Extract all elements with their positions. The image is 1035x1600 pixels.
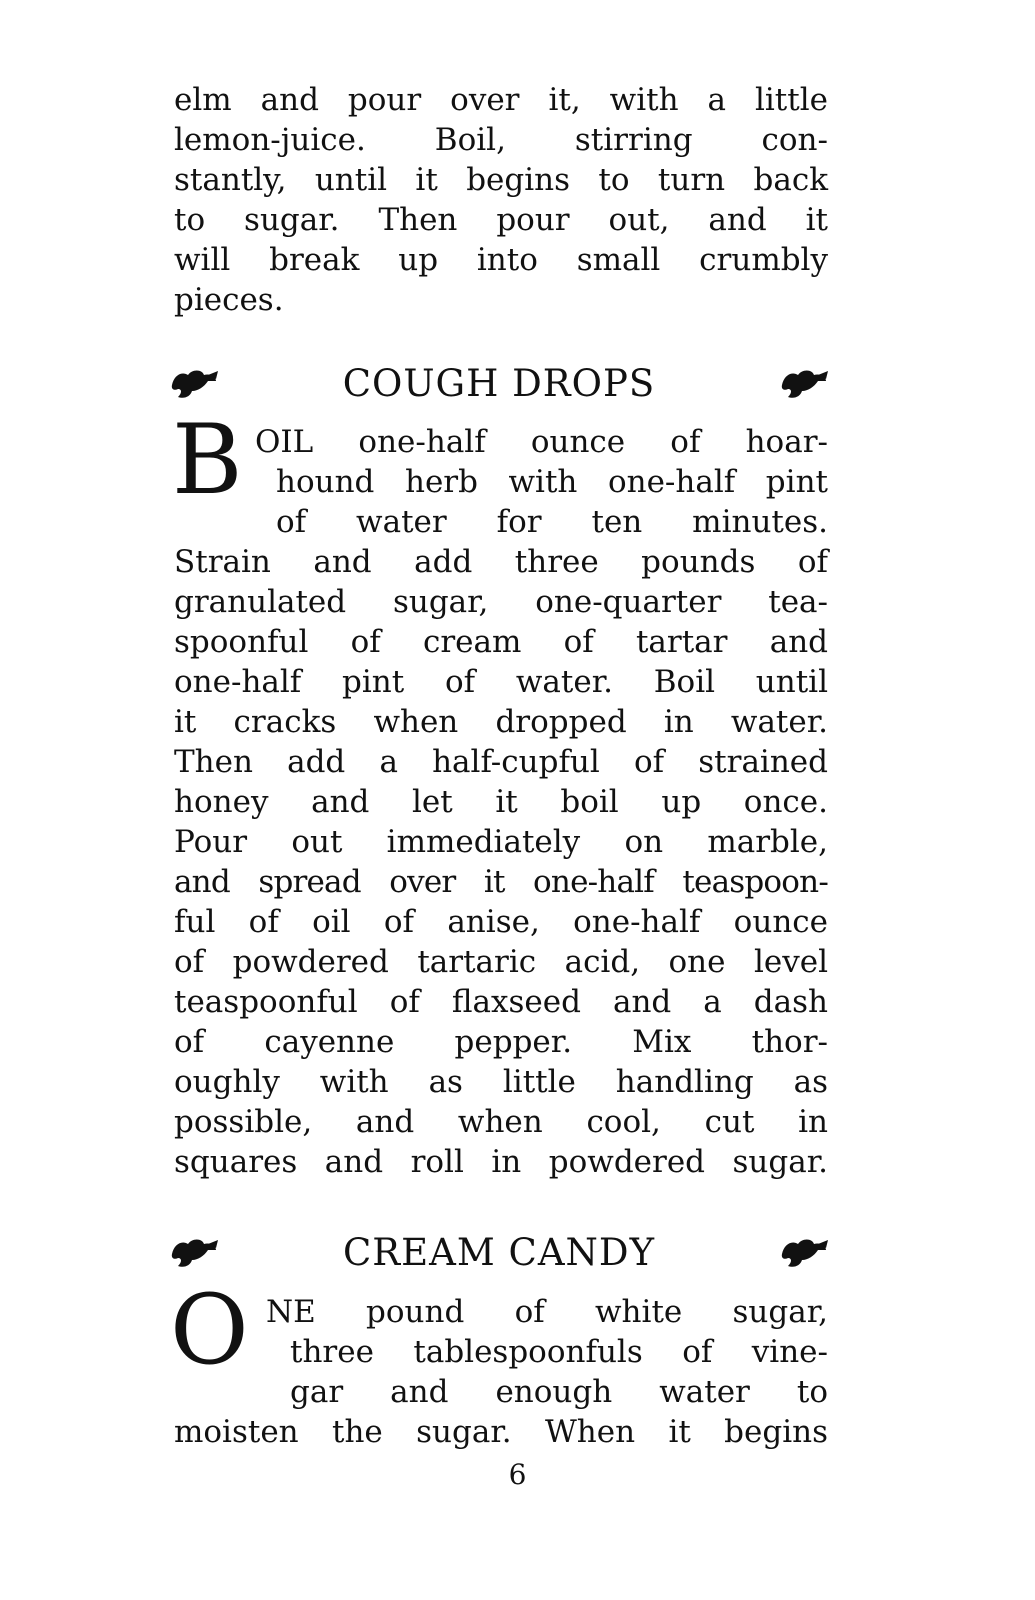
section-heading-cream-candy: [168, 1227, 830, 1277]
section-title: COUGH DROPS: [342, 361, 656, 405]
page-number: 6: [508, 1458, 527, 1491]
text-line: Strain and add three pounds of: [174, 544, 828, 580]
text-line: Pour out immediately on marble,: [174, 824, 828, 860]
fleuron-icon: [168, 1234, 220, 1270]
text-line: possible, and when cool, cut in: [174, 1104, 828, 1140]
text-line: will break up into small crumbly: [174, 242, 828, 278]
text-line: lemon-juice. Boil, stirring con-: [174, 122, 828, 158]
text-line: OIL one-half ounce of hoar-: [255, 424, 828, 460]
text-line: moisten the sugar. When it begins: [174, 1414, 828, 1450]
drop-cap: O: [170, 1274, 249, 1386]
text-line: ful of oil of anise, one-half ounce: [174, 904, 828, 940]
text-line: elm and pour over it, with a little: [174, 82, 828, 118]
text-line: stantly, until it begins to turn back: [174, 162, 828, 198]
text-line: hound herb with one-half pint: [276, 464, 828, 500]
drop-cap: B: [172, 404, 243, 516]
section-title: CREAM CANDY: [342, 1230, 656, 1274]
text-line: squares and roll in powdered sugar.: [174, 1144, 828, 1180]
text-line: of water for ten minutes.: [276, 504, 828, 540]
text-line: Then add a half-cupful of strained: [174, 744, 828, 780]
text-line: teaspoonful of flaxseed and a dash: [174, 984, 828, 1020]
text-line: spoonful of cream of tartar and: [174, 624, 828, 660]
text-line: honey and let it boil up once.: [174, 784, 828, 820]
text-line: of powdered tartaric acid, one level: [174, 944, 828, 980]
text-line: and spread over it one-half teaspoon-: [174, 864, 828, 900]
text-line: NE pound of white sugar,: [266, 1294, 828, 1330]
fleuron-icon: [778, 365, 830, 401]
section-heading-cough-drops: [168, 358, 830, 408]
text-line: it cracks when dropped in water.: [174, 704, 828, 740]
text-line: to sugar. Then pour out, and it: [174, 202, 828, 238]
fleuron-icon: [168, 365, 220, 401]
text-line: granulated sugar, one-quarter tea-: [174, 584, 828, 620]
fleuron-icon: [778, 1234, 830, 1270]
text-line: gar and enough water to: [290, 1374, 828, 1410]
text-line: pieces.: [174, 282, 284, 318]
text-line: of cayenne pepper. Mix thor-: [174, 1024, 828, 1060]
text-line: oughly with as little handling as: [174, 1064, 828, 1100]
text-line: three tablespoonfuls of vine-: [290, 1334, 828, 1370]
text-line: one-half pint of water. Boil until: [174, 664, 828, 700]
